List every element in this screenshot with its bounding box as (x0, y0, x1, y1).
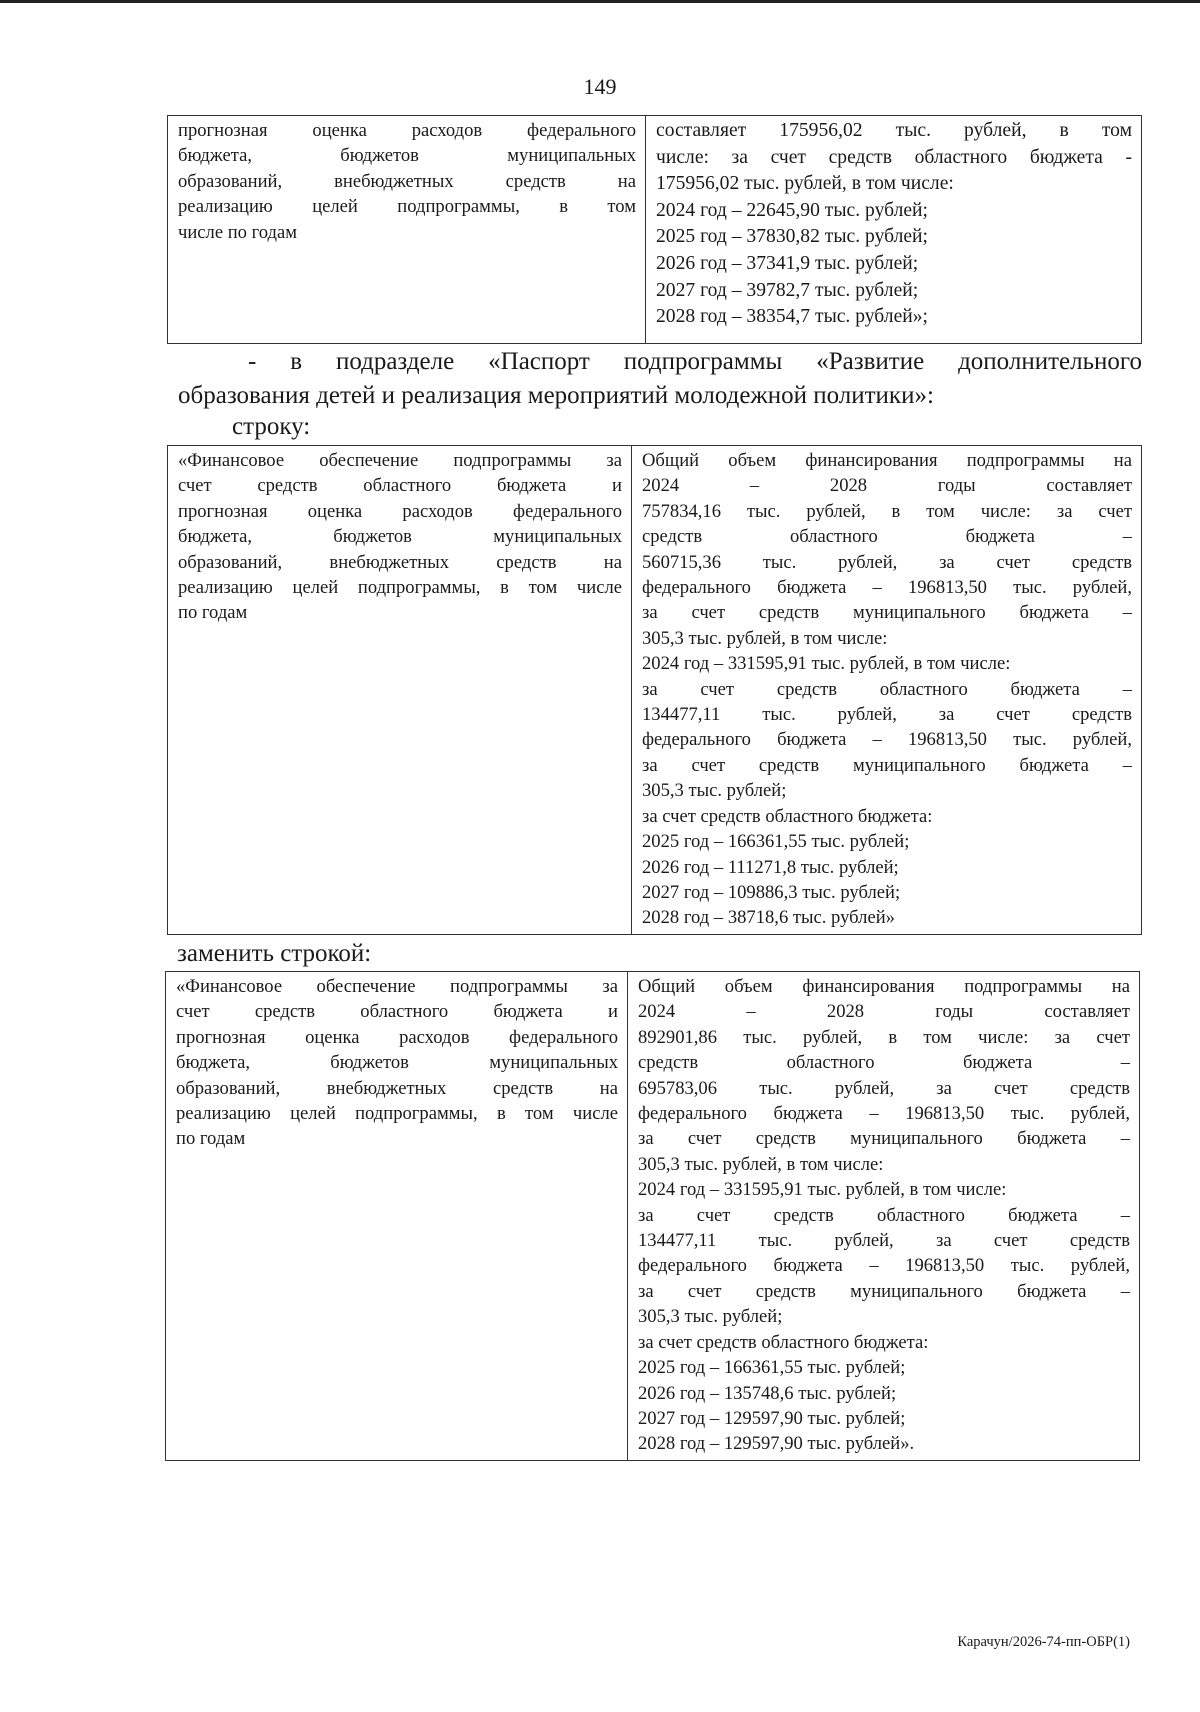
document-code: Карачун/2026-74-пп-ОБР(1) (957, 1634, 1130, 1650)
text-line: за счет средств муниципального бюджета – (638, 1280, 1130, 1302)
text-line: за счет средств областного бюджета: (638, 1331, 929, 1353)
text-line: 175956,02 тыс. рублей, в том числе: (656, 173, 954, 195)
text-line: 2024 год – 331595,91 тыс. рублей, в том числе: (642, 653, 1011, 675)
text-line: реализацию целей подпрограммы, в том числе (176, 1103, 618, 1125)
text-line: за счет средств муниципального бюджета – (642, 754, 1132, 776)
text-line: 2027 год – 39782,7 тыс. рублей; (656, 279, 919, 301)
text-line: бюджета, бюджетов муниципальных (178, 526, 622, 548)
replace-label: заменить строкой: (177, 940, 372, 967)
text-line: «Финансовое обеспечение подпрограммы за (178, 450, 622, 471)
text-line: образований, внебюджетных средств на (176, 1077, 618, 1099)
text-line: числе по годам (178, 221, 298, 243)
text-line: 2024 год – 331595,91 тыс. рублей, в том числе: (638, 1179, 1007, 1201)
text-line: за счет средств областного бюджета: (642, 805, 933, 827)
text-line: 2028 год – 38354,7 тыс. рублей»; (656, 306, 928, 328)
table-new-left-cell (166, 972, 628, 1460)
table-old-row (167, 445, 1142, 935)
table-old-right-cell (632, 446, 1141, 934)
text-line: 134477,11 тыс. рублей, за счет средств (642, 704, 1132, 726)
table-old-left-cell (168, 446, 632, 934)
text-line: 2025 год – 166361,55 тыс. рублей; (638, 1357, 906, 1379)
text-line: 695783,06 тыс. рублей, за счет средств (638, 1077, 1130, 1099)
text-line: 2025 год – 37830,82 тыс. рублей; (656, 226, 928, 248)
text-line: счет средств областного бюджета и (176, 1001, 618, 1023)
text-line: 2027 год – 109886,3 тыс. рублей; (642, 881, 901, 903)
text-line: 892901,86 тыс. рублей, в том числе: за счет (638, 1026, 1130, 1048)
text-line: 305,3 тыс. рублей, в том числе: (638, 1153, 884, 1175)
table-new-row (165, 971, 1140, 1461)
text-line: прогнозная оценка расходов федерального (176, 1026, 618, 1048)
text-line: федерального бюджета – 196813,50 тыс. рублей, (642, 729, 1132, 751)
text-line: реализацию целей подпрограммы, в том числе (178, 577, 622, 599)
text-line: образований, внебюджетных средств на (178, 170, 636, 192)
text-line: 560715,36 тыс. рублей, за счет средств (642, 551, 1132, 573)
top-edge-rule (0, 0, 1200, 3)
text-line: прогнозная оценка расходов федерального (178, 500, 622, 522)
text-line: 305,3 тыс. рублей; (642, 780, 787, 802)
instruction-line: образования детей и реализация мероприятий молодежной политики»: (178, 382, 934, 409)
text-line: 305,3 тыс. рублей; (638, 1306, 783, 1328)
text-line: 2024 – 2028 годы составляет (638, 1001, 1130, 1023)
text-line: 2026 год – 111271,8 тыс. рублей; (642, 856, 899, 878)
text-line: федерального бюджета – 196813,50 тыс. рублей, (642, 577, 1132, 599)
text-line: за счет средств областного бюджета – (642, 678, 1132, 700)
instruction-line: - в подразделе «Паспорт подпрограммы «Развитие дополнительного (248, 348, 1142, 375)
table-top (167, 115, 1142, 344)
table-top-left-cell (168, 116, 646, 343)
text-line: бюджета, бюджетов муниципальных (176, 1052, 618, 1074)
text-line: федерального бюджета – 196813,50 тыс. рублей, (638, 1103, 1130, 1125)
text-line: счет средств областного бюджета и (178, 475, 622, 497)
text-line: образований, внебюджетных средств на (178, 551, 622, 573)
text-line: за счет средств муниципального бюджета – (642, 602, 1132, 624)
text-line: 2027 год – 129597,90 тыс. рублей; (638, 1407, 906, 1429)
text-line: бюджета, бюджетов муниципальных (178, 145, 636, 167)
table-new-right-cell (628, 972, 1139, 1460)
text-line: 2026 год – 37341,9 тыс. рублей; (656, 252, 919, 274)
text-line: средств областного бюджета – (638, 1052, 1130, 1074)
text-line: 2026 год – 135748,6 тыс. рублей; (638, 1382, 897, 1404)
page-number: 149 (583, 74, 617, 99)
text-line: по годам (176, 1128, 246, 1150)
text-line: составляет 175956,02 тыс. рублей, в том (656, 120, 1132, 141)
text-line: 2025 год – 166361,55 тыс. рублей; (642, 831, 910, 853)
table-top-right-cell (646, 116, 1141, 343)
text-line: числе: за счет средств областного бюджета - (656, 146, 1132, 168)
text-line: средств областного бюджета – (642, 526, 1132, 548)
text-line: Общий объем финансирования подпрограммы на (642, 450, 1132, 471)
text-line: 2024 – 2028 годы составляет (642, 475, 1132, 497)
text-line: по годам (178, 602, 248, 624)
text-line: 757834,16 тыс. рублей, в том числе: за счет (642, 500, 1132, 522)
instruction-paragraph (178, 345, 1142, 413)
text-line: 2028 год – 129597,90 тыс. рублей». (638, 1433, 915, 1455)
text-line: федерального бюджета – 196813,50 тыс. рублей, (638, 1255, 1130, 1277)
text-line: 134477,11 тыс. рублей, за счет средств (638, 1230, 1130, 1252)
text-line: 2024 год – 22645,90 тыс. рублей; (656, 199, 928, 221)
text-line: реализацию целей подпрограммы, в том (178, 196, 636, 218)
text-line: за счет средств муниципального бюджета – (638, 1128, 1130, 1150)
text-line: «Финансовое обеспечение подпрограммы за (176, 976, 618, 997)
text-line: за счет средств областного бюджета – (638, 1204, 1130, 1226)
text-line: 305,3 тыс. рублей, в том числе: (642, 627, 888, 649)
text-line: прогнозная оценка расходов федерального (178, 120, 636, 141)
row-label: строку: (232, 413, 311, 440)
text-line: 2028 год – 38718,6 тыс. рублей» (642, 907, 895, 929)
text-line: Общий объем финансирования подпрограммы на (638, 976, 1130, 997)
